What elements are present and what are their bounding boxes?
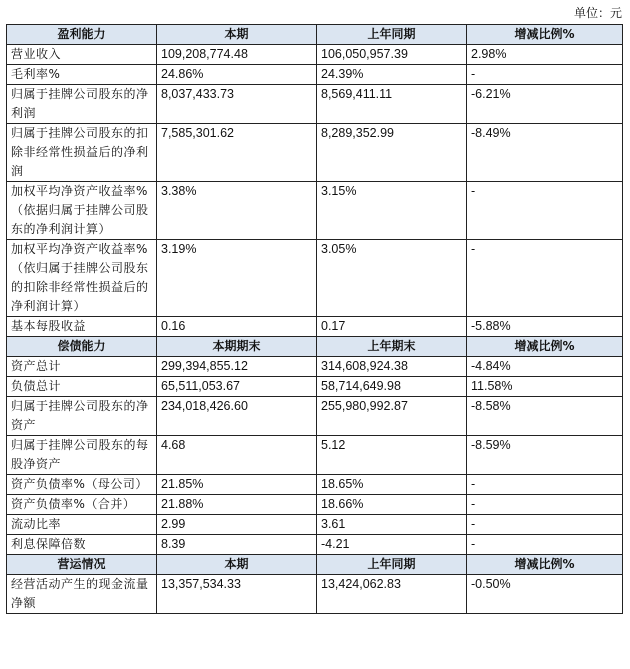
cell-value: 8,569,411.11 [317,85,467,124]
section-header-operations [7,555,623,575]
cell-value: 5.12 [317,436,467,475]
row-label: 资产总计 [7,357,157,377]
column-header: 偿债能力 [7,337,157,357]
row-label: 经营活动产生的现金流量净额 [7,575,157,614]
column-header: 盈利能力 [7,25,157,45]
cell-value: - [467,515,623,535]
column-header: 上年同期 [317,555,467,575]
column-header: 本期期末 [157,337,317,357]
cell-value: - [467,495,623,515]
cell-value: -8.49% [467,124,623,182]
cell-value: 255,980,992.87 [317,397,467,436]
row-label: 营业收入 [7,45,157,65]
cell-value: 0.17 [317,317,467,337]
row-label: 归属于挂牌公司股东的净利润 [7,85,157,124]
cell-value: 3.19% [157,240,317,317]
table-row [7,495,623,515]
cell-value: 314,608,924.38 [317,357,467,377]
cell-value: 65,511,053.67 [157,377,317,397]
row-label: 利息保障倍数 [7,535,157,555]
column-header: 增减比例% [467,337,623,357]
cell-value: -4.21 [317,535,467,555]
cell-value: -5.88% [467,317,623,337]
cell-value: 13,424,062.83 [317,575,467,614]
column-header: 本期 [157,25,317,45]
table-row [7,182,623,240]
column-header: 营运情况 [7,555,157,575]
cell-value: 7,585,301.62 [157,124,317,182]
row-label: 基本每股收益 [7,317,157,337]
cell-value: 11.58% [467,377,623,397]
row-label: 负债总计 [7,377,157,397]
row-label: 流动比率 [7,515,157,535]
row-label: 归属于挂牌公司股东的每股净资产 [7,436,157,475]
cell-value: - [467,182,623,240]
cell-value: 299,394,855.12 [157,357,317,377]
cell-value: 24.39% [317,65,467,85]
cell-value: 3.61 [317,515,467,535]
table-row [7,515,623,535]
cell-value: 109,208,774.48 [157,45,317,65]
cell-value: 58,714,649.98 [317,377,467,397]
table-row [7,397,623,436]
cell-value: 3.05% [317,240,467,317]
cell-value: 234,018,426.60 [157,397,317,436]
cell-value: 18.66% [317,495,467,515]
unit-label: 单位：元 [573,6,622,20]
cell-value: 3.38% [157,182,317,240]
cell-value: 4.68 [157,436,317,475]
table-row [7,575,623,614]
financial-indicators-table [6,24,623,614]
section-header-solvency [7,337,623,357]
cell-value: 21.88% [157,495,317,515]
row-label: 归属于挂牌公司股东的净资产 [7,397,157,436]
table-row [7,85,623,124]
cell-value: 2.98% [467,45,623,65]
row-label: 毛利率% [7,65,157,85]
row-label: 归属于挂牌公司股东的扣除非经常性损益后的净利润 [7,124,157,182]
row-label: 加权平均净资产收益率%（依归属于挂牌公司股东的扣除非经常性损益后的净利润计算） [7,240,157,317]
cell-value: - [467,475,623,495]
cell-value: 8,037,433.73 [157,85,317,124]
table-row [7,535,623,555]
cell-value: - [467,240,623,317]
table-row [7,240,623,317]
section-header-profitability [7,25,623,45]
cell-value: 8,289,352.99 [317,124,467,182]
cell-value: - [467,535,623,555]
row-label: 资产负债率%（母公司） [7,475,157,495]
column-header: 上年同期 [317,25,467,45]
cell-value: 13,357,534.33 [157,575,317,614]
cell-value: -8.58% [467,397,623,436]
table-row [7,45,623,65]
cell-value: -0.50% [467,575,623,614]
table-row [7,475,623,495]
table-row [7,124,623,182]
cell-value: 8.39 [157,535,317,555]
cell-value: 18.65% [317,475,467,495]
row-label: 加权平均净资产收益率%（依据归属于挂牌公司股东的净利润计算） [7,182,157,240]
table-row [7,65,623,85]
cell-value: 0.16 [157,317,317,337]
cell-value: 2.99 [157,515,317,535]
row-label: 资产负债率%（合并） [7,495,157,515]
table-row [7,377,623,397]
cell-value: 106,050,957.39 [317,45,467,65]
cell-value: 3.15% [317,182,467,240]
column-header: 增减比例% [467,555,623,575]
cell-value: 24.86% [157,65,317,85]
cell-value: -4.84% [467,357,623,377]
table-row [7,317,623,337]
cell-value: - [467,65,623,85]
cell-value: -6.21% [467,85,623,124]
column-header: 本期 [157,555,317,575]
column-header: 上年期末 [317,337,467,357]
cell-value: -8.59% [467,436,623,475]
table-row [7,357,623,377]
column-header: 增减比例% [467,25,623,45]
cell-value: 21.85% [157,475,317,495]
table-row [7,436,623,475]
